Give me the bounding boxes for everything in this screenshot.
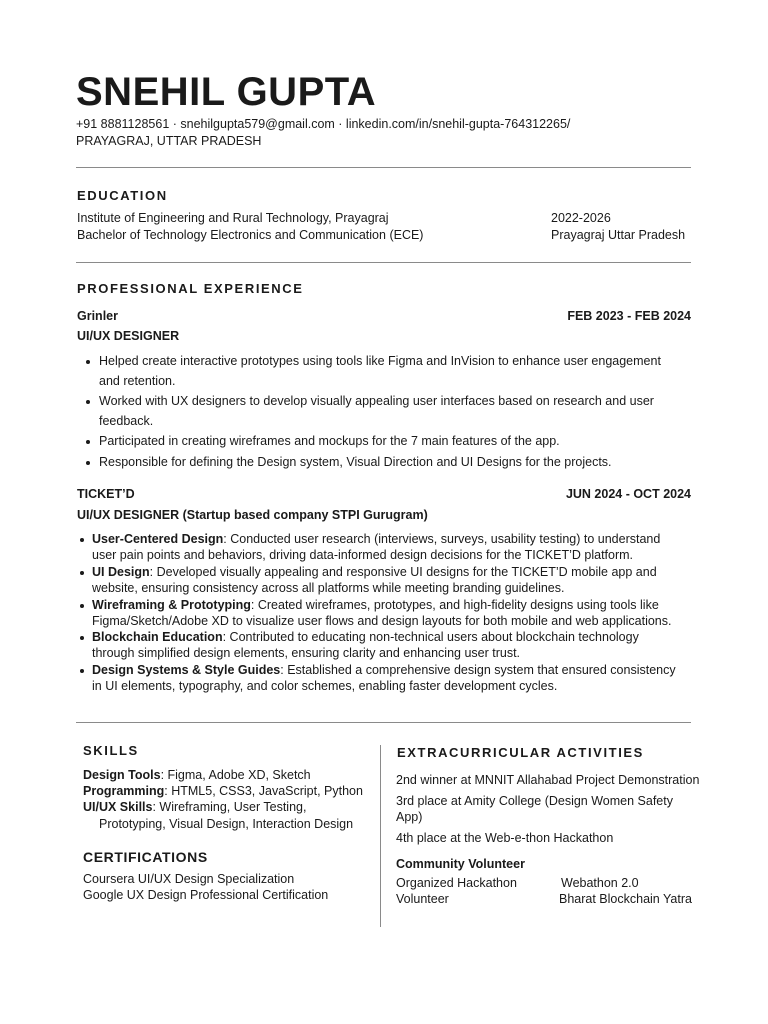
job-bullet xyxy=(92,662,676,679)
bullet-title: User-Centered Design xyxy=(92,532,224,546)
education-heading: EDUCATION xyxy=(77,188,168,203)
bullet-title: Design Systems & Style Guides xyxy=(92,663,281,677)
bullet-dot xyxy=(86,400,90,404)
job-bullet: Worked with UX designers to develop visually appealing user interfaces based on research and user xyxy=(99,394,654,408)
job-role: UI/UX DESIGNER (Startup based company STPI Gurugram) xyxy=(77,508,428,522)
skill-value: : Figma, Adobe XD, Sketch xyxy=(160,768,311,782)
job-bullet-cont: website, ensuring consistency across all platforms while meeting branding guidelines. xyxy=(92,581,565,595)
bullet-dot xyxy=(80,636,84,640)
candidate-name: SNEHIL GUPTA xyxy=(76,70,377,114)
job-bullet-cont: feedback. xyxy=(99,414,154,428)
skills-heading: SKILLS xyxy=(83,743,139,758)
job-bullet xyxy=(92,597,659,614)
column-divider xyxy=(380,745,381,927)
bullet-title: Blockchain Education xyxy=(92,630,223,644)
skill-uiux-cont: Prototyping, Visual Design, Interaction Design xyxy=(99,817,354,831)
bullet-text: : Established a comprehensive design system that ensured consistency xyxy=(280,663,676,677)
job-bullet xyxy=(92,531,660,548)
contact-line: +91 8881128561 · snehilgupta579@gmail.com · linkedin.com/in/snehil-gupta-764312265/ xyxy=(76,117,571,131)
divider xyxy=(76,722,691,723)
education-degree: Bachelor of Technology Electronics and Communication (ECE) xyxy=(77,228,424,242)
skill-value: : Wireframing, User Testing, xyxy=(152,800,307,814)
extracurricular-item-cont: App) xyxy=(396,810,423,824)
extracurricular-item: 4th place at the Web-e-thon Hackathon xyxy=(396,831,614,845)
job-company: Grinler xyxy=(77,309,118,323)
bullet-dot xyxy=(86,461,90,465)
job-bullet-cont: in UI elements, typography, and color schemes, enabling faster development cycles. xyxy=(92,679,558,693)
location: PRAYAGRAJ, UTTAR PRADESH xyxy=(76,134,262,148)
job-bullet: Participated in creating wireframes and mockups for the 7 main features of the app. xyxy=(99,434,560,448)
bullet-dot xyxy=(80,669,84,673)
volunteer-role: Volunteer xyxy=(396,892,449,906)
divider xyxy=(76,262,691,263)
job-dates: FEB 2023 - FEB 2024 xyxy=(567,309,691,323)
job-bullet: Responsible for defining the Design system, Visual Direction and UI Designs for the projects. xyxy=(99,455,612,469)
certification-item: Google UX Design Professional Certification xyxy=(83,888,329,902)
bullet-dot xyxy=(86,360,90,364)
volunteer-event: Bharat Blockchain Yatra xyxy=(559,892,692,906)
job-bullet: Helped create interactive prototypes using tools like Figma and InVision to enhance user engagement xyxy=(99,354,661,368)
bullet-text: : Contributed to educating non-technical users about blockchain technology xyxy=(222,630,639,644)
community-volunteer-heading: Community Volunteer xyxy=(396,857,525,871)
bullet-title: UI Design xyxy=(92,565,150,579)
job-company: TICKET’D xyxy=(77,487,135,501)
job-bullet-cont: user pain points and behaviors, driving data-informed design decisions for the TICKET’D platform. xyxy=(92,548,634,562)
bullet-dot xyxy=(80,604,84,608)
skill-label: Design Tools xyxy=(83,768,161,782)
job-role: UI/UX DESIGNER xyxy=(77,329,180,343)
skill-design-tools xyxy=(83,767,311,784)
skill-label: UI/UX Skills xyxy=(83,800,153,814)
certifications-heading: CERTIFICATIONS xyxy=(83,849,208,865)
skill-label: Programming xyxy=(83,784,165,798)
bullet-title: Wireframing & Prototyping xyxy=(92,598,251,612)
education-place: Prayagraj Uttar Pradesh xyxy=(551,228,686,242)
extracurricular-item: 2nd winner at MNNIT Allahabad Project Demonstration xyxy=(396,773,700,787)
extracurricular-heading: EXTRACURRICULAR ACTIVITIES xyxy=(397,745,644,760)
job-dates: JUN 2024 - OCT 2024 xyxy=(565,487,691,501)
volunteer-role: Organized Hackathon xyxy=(396,876,517,890)
job-bullet-cont: through simplified design elements, ensuring clarity and enhancing user trust. xyxy=(92,646,521,660)
certification-item: Coursera UI/UX Design Specialization xyxy=(83,872,295,886)
education-institute: Institute of Engineering and Rural Technology, Prayagraj xyxy=(77,211,389,225)
job-bullet xyxy=(92,629,639,646)
bullet-text: : Developed visually appealing and responsive UI designs for the TICKET’D mobile app and xyxy=(149,565,657,579)
extracurricular-item: 3rd place at Amity College (Design Women Safety xyxy=(396,794,673,808)
job-bullet-cont: and retention. xyxy=(99,374,176,388)
volunteer-event: Webathon 2.0 xyxy=(561,876,639,890)
job-bullet xyxy=(92,564,657,581)
bullet-text: : Conducted user research (interviews, surveys, usability testing) to understand xyxy=(223,532,661,546)
skill-uiux xyxy=(83,799,306,816)
skill-programming xyxy=(83,783,363,800)
skill-value: : HTML5, CSS3, JavaScript, Python xyxy=(164,784,363,798)
bullet-text: : Created wireframes, prototypes, and high-fidelity designs using tools like xyxy=(250,598,659,612)
bullet-dot xyxy=(86,440,90,444)
bullet-dot xyxy=(80,571,84,575)
experience-heading: PROFESSIONAL EXPERIENCE xyxy=(77,281,304,296)
education-years: 2022-2026 xyxy=(551,211,611,225)
bullet-dot xyxy=(80,538,84,542)
divider xyxy=(76,167,691,168)
job-bullet-cont: Figma/Sketch/Adobe XD to visualize user flows and design layouts for both mobile and web applications. xyxy=(92,614,672,628)
